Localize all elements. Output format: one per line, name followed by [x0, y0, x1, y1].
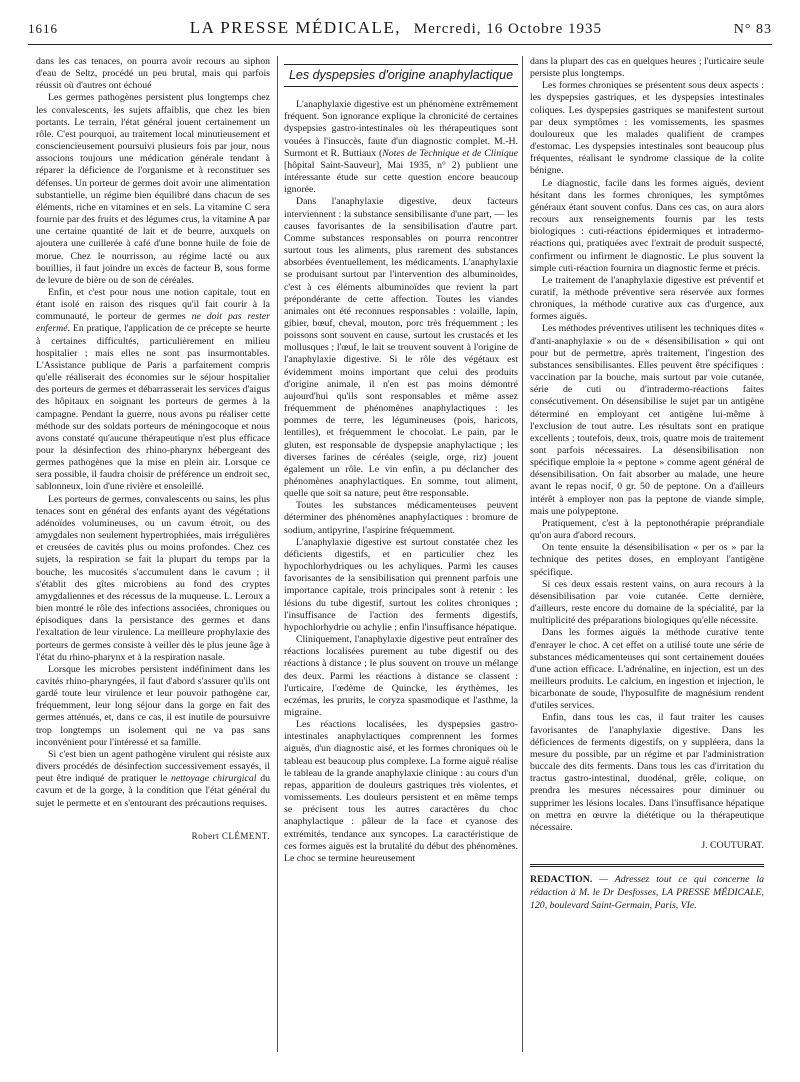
paragraph: L'anaphylaxie digestive est surtout constatée chez les déficients digestifs, et en particulier chez les hypochlorhydriques ou les achyliques. Parmi les causes favorisantes de la sensibilisation qui prennent parfois une importance capitale, trois principales sont à retenir : les lésions du tube digestif, surtout les colites chroniques ; l'insuffisance de l'action des ferments digestifs, hypochlorhydrie ou achylie ; enfin l'insuffisance hépatique.: [284, 536, 518, 633]
text-run: [hôpital Saint-Sauveur], Mai 1935, n° 2) publient une intéressante étude sur cette question encore beaucoup ignorée.: [284, 159, 518, 196]
paragraph: Le diagnostic, facile dans les formes aiguës, devient hésitant dans les formes chroniques, les symptômes généraux étant souvent confus. Dans ces cas, on aura alors recours aux renseignements fournis par les tests biologiques : cuti-réactions épidermiques et intradermo-réactions qui, pratiquées avec l'extrait de produit suspecté, confirment ou infirment le diagnostic. Le plus souvent la simple cuti-réaction fournira un diagnostic ferme et précis.: [530, 177, 764, 274]
journal-name: LA PRESSE MÉDICALE,: [189, 18, 402, 37]
text-run: . En pratique, l'application de ce précepte se heurte à certaines difficultés, particulièrement en milieu hospitalier ; mais elles ne sont pas insurmontables. L'Assistance publique de Paris a parfaitement compris qu'elle réaliserait des économies sur le séjour hospitalier des porteurs de germes et débarrasserait les services d'aigus des hôpitaux en soignant les porteurs de germes à la campagne. Pendant la guerre, nous avons pu réaliser cette méthode sur des soldats porteurs de méningocoque et nous avons constaté qu'aucune thérapeutique n'est plus efficace pour la désinfection des rhino-pharynx hébergeant des germes pathogènes que la mise en plein air. Lorsque ce sera possible, il faudra choisir de préférence un endroit sec, sablonneux, loin d'une rivière et ensoleillé.: [36, 323, 270, 493]
paragraph: Enfin, dans tous les cas, il faut traiter les causes favorisantes de l'anaphylaxie digestive. Dans les déficiences de ferments digestifs, on y suppléera, dans la mesure du possible, par un régime et par l'administration buccale des dits ferments. Dans tous les cas d'irritation du tractus gastro-intestinal, duodénal, grêle, colique, on prendra les mesures nécessaires pour diminuer ou supprimer les lésions locales. Dans l'insuffisance hépatique on mettra en œuvre la diététique ou la thérapeutique nécessaire.: [530, 712, 764, 833]
paragraph: dans la plupart des cas en quelques heures ; l'urticaire seule persiste plus longtemps.: [530, 56, 764, 80]
paragraph: Toutes les substances médicamenteuses peuvent déterminer des phénomènes anaphylactiques : bromure de sodium, antipyrine, l'aspirine fréquemment.: [284, 500, 518, 536]
column-left: [36, 56, 270, 842]
page-number: 1616: [28, 21, 58, 36]
column-middle: [284, 56, 518, 865]
author-signature: Robert CLÉMENT.: [191, 830, 270, 841]
emphasis: nettoyage chirurgical: [170, 773, 257, 785]
paragraph: Pratiquement, c'est à la peptonothérapie préprandiale qu'on aura d'abord recours.: [530, 517, 764, 542]
text-run: Si c'est bien un agent pathogène virulent qui résiste aux divers procédés de désinfection successivement essayés, il peut être indiqué de pratiquer le: [36, 748, 270, 785]
paragraph: [284, 99, 518, 196]
paragraph: Si ces deux essais restent vains, on aura recours à la désensibilisation par voie cutanée. Cette dernière, d'ailleurs, reste encore du domaine de la spécialité, par la multiplicité des préparations biologiques qu'elle nécessite.: [530, 578, 764, 627]
emphasis: ne doit pas rester enfermé: [36, 311, 270, 335]
author-signature: J. COUTURAT.: [701, 840, 764, 851]
text-run: L'anaphylaxie digestive est un phénomène extrêmement fréquent. Son ignorance explique la chronicité de certaines dyspepsies gastro-intestinales où les thérapeutiques sont vouées à l'insuccès, faute d'un diagnostic complet. M.-H. Surmont et R. Buttiaux (: [284, 99, 518, 159]
paragraph: Les porteurs de germes, convalescents ou sains, les plus tenaces sont en général des enfants ayant des végétations adénoïdes volumineuses, ou un cavum étroit, ou des amygdales non seulement hypertrophiées, mais irrégulières et creusées de cavités plus ou moins profondes. Chez ces sujets, la respiration se fait la plupart du temps par la bouche, les mucosités s'accumulent dans le cavum ; il s'établit des gîtes microbiens au fond des cryptes amygdaliennes et des récessus de la muqueuse. L. Leroux a bien montré le rôle des infections associées, chroniques ou épisodiques dans la persistance des germes et dans l'exaltation de leur virulence. La meilleure prophylaxie des porteurs de germes consiste à veiller dès le plus jeune âge à l'état du rhino-pharynx et à la respiration nasale.: [36, 493, 270, 663]
paragraph: dans les cas tenaces, on pourra avoir recours au siphon d'eau de Seltz, procédé un peu brutal, mais qui parfois réussit où d'autres ont échoué: [36, 56, 270, 92]
emphasis: Notes de Technique et de Clinique: [382, 147, 519, 159]
issue-number: N° 83: [733, 22, 772, 37]
notice-text: — Adressez tout ce qui concerne la rédaction à M. le Dr Desfosses, LA PRESSE MÉDICALE, 120, boulevard Saint-Germain, Paris, VIe.: [530, 874, 764, 912]
column-divider: [522, 56, 523, 1052]
article-title: Les dyspepsies d'origine anaphylactique: [284, 64, 518, 87]
notice-label: REDACTION.: [530, 874, 593, 886]
paragraph: Les germes pathogènes persistent plus longtemps chez les convalescents, les sujets affaiblis, que chez les bien portants. Le terrain, l'état général jouent certainement un rôle. C'est pourquoi, au traitement local minutieusement et consciencieusement poursuivi plusieurs fois par jour, nous associons toujours une médication générale tendant à réparer la déficience de l'organisme et à reconstituer ses défenses. Un porteur de germes doit avoir une alimentation substantielle, un régime bien équilibré dans chacun de ses éléments, riche en vitamines et en sels. La vitamine C sera fournie par des fruits et des légumes crus, la vitamine A par une certaine quantité de lait et de beurre, auxquels on ajoutera une cuillerée à café d'une bonne huile de foie de morue. Chez le nourrisson, au régime lacté ou aux bouillies, il faut joindre un excès de facteur B, sous forme de levure de bière ou de son de céréales.: [36, 92, 270, 286]
text-run: du cavum et de la gorge, à la condition que l'état général du sujet le permette et en s'entourant des précautions requises.: [36, 773, 271, 809]
paragraph: Dans l'anaphylaxie digestive, deux facteurs interviennent : la substance sensibilisante d'une part, — les causes favorisantes de la sensibilisation d'autre part. Comme substances responsables on pourra rencontrer surtout tous les aliments, plus rarement des substances absorbées éventuellement, les médicaments. L'anaphylaxie se produisant surtout par l'intervention des albuminoïdes, c'est à ces éléments albuminoïdes que revient la part prépondérante de cette affection. Toutes les viandes animales ont été reconnues responsables : volaille, lapin, gibier, bœuf, cheval, mouton, porc très fréquemment ; les poissons sont souvent en cause, surtout les crustacés et les mollusques ; l'œuf, le lait se trouvent souvent à l'origine de l'anaphylaxie digestive. Si le rôle des végétaux est évidemment moins important que celui des produits d'origine animale, il n'en est pas moins démontré aujourd'hui qu'ils sont responsables et même assez fréquemment de phénomènes anaphylactiques : les pommes de terre, les légumineuses (pois, haricots, lentilles), et fréquemment le chocolat. Le pain, par le gluten, est responsable de dyspepsie anaphylactique ; les diverses farines de céréales (seigle, orge, riz) jouent également un rôle. Le vin enfin, a pu déclancher des phénomènes anaphylactiques. En somme, tout aliment, quelle que soit sa nature, peut être responsable.: [284, 196, 518, 500]
paragraph: Lorsque les microbes persistent indéfiniment dans les cavités rhino-pharyngées, il faut d'abord s'assurer qu'ils ont gardé toute leur virulence et leur pouvoir pathogène car, fréquemment, leur long séjour dans la gorge en fait des germes atténués, et, dans ce cas, il est inutile de poursuivre trop longtemps un isolement qui ne va pas sans inconvénient pour l'intéressé et sa famille.: [36, 663, 270, 748]
paragraph: Les formes chroniques se présentent sous deux aspects : les dyspepsies gastriques, et les dyspepsies intestinales coliques. Les dyspepsies gastriques se manifestent surtout par deux symptômes : les vomissements, les spasmes douloureux que les malades qualifient de crampes d'estomac. Les dyspepsies intestinales sont beaucoup plus fréquentes, réalisant le syndrome classique de la colite bénigne.: [530, 80, 764, 177]
paragraph: [36, 287, 270, 494]
masthead: [190, 18, 602, 38]
page-header: [28, 18, 772, 45]
column-divider: [277, 56, 278, 1052]
paragraph: Cliniquement, l'anaphylaxie digestive peut entraîner des réactions localisées purement au tube digestif ou des réactions à distance ; le plus souvent on trouve un mélange des deux. Parmi les réactions à distance se classent : l'urticaire, l'œdème de Quincke, les érythèmes, les eczémas, les prurits, le coryza spasmodique et l'asthme, la migraine.: [284, 634, 518, 718]
paragraph: [36, 749, 270, 810]
paragraph: Les réactions localisées, les dyspepsies gastro-intestinales anaphylactiques comprennent les formes aiguës, d'un diagnostic aisé, et les formes chroniques où le tableau est beaucoup plus complexe. La forme aiguë réalise le tableau de la grande anaphylaxie clinique : au cours d'un repas, apparition de douleurs gastriques très violentes, et vomissements. Les douleurs persistent et en même temps se précisent tous les autres caractères du choc anaphylactique : pâleur de la face et cyanose des extrémités, tendance aux syncopes. La caractéristique de ces formes aiguës est la brutalité du début des phénomènes. Le choc se termine heureusement: [284, 719, 518, 864]
editorial-notice: [530, 864, 764, 912]
paragraph: Le traitement de l'anaphylaxie digestive est préventif et curatif, la méthode préventive sera réservée aux formes chroniques, la méthode curative aux cas d'urgence, aux formes aiguës.: [530, 274, 764, 323]
issue-date: Mercredi, 16 Octobre 1935: [413, 21, 603, 37]
text-run: Enfin, et c'est pour nous une notion capitale, tout en étant isolé en raison des risques qu'il fait courir à la communauté, le porteur de germes: [36, 286, 270, 323]
column-right: [530, 56, 764, 912]
paragraph: Les méthodes préventives utilisent les techniques dites « d'anti-anaphylaxie » ou de « désensibilisation » qui ont pour but de permettre, après traitement, l'ingestion des substances sensibilisantes. Elles peuvent être spécifiques : vaccination par la bouche, mais surtout par voie cutanée, série de cuti ou d'intradermo-réactions faites consécutivement. On désensibilise le sujet par un antigène déterminé en employant cet antigène lui-même à l'exclusion de tout autre. Les résultats sont en pratique excellents ; toutefois, deux, trois, quatre mois de traitement sont parfois nécessaires. La désensibilisation non spécifique emploie la « peptone » comme agent général de désensibilisation. On fait absorber au malade, une heure avant le repas nocif, 0 gr. 50 de peptone. On a d'ailleurs intérêt à employer non pas la peptone de viande simple, mais une polypeptone.: [530, 323, 764, 517]
paragraph: Dans les formes aiguës la méthode curative tente d'enrayer le choc. A cet effet on a utilisé toute une série de substances médicamenteuses qui sont certainement douées d'une action efficace. L'adrénaline, en injection, est un des meilleurs produits. Le calcium, en ingestion et injection, le bicarbonate de soude, l'hyposulfite de magnésium rendent d'utiles services.: [530, 627, 764, 712]
paragraph: On tente ensuite la désensibilisation « per os » par la technique des petites doses, en employant l'antigène spécifique.: [530, 542, 764, 578]
